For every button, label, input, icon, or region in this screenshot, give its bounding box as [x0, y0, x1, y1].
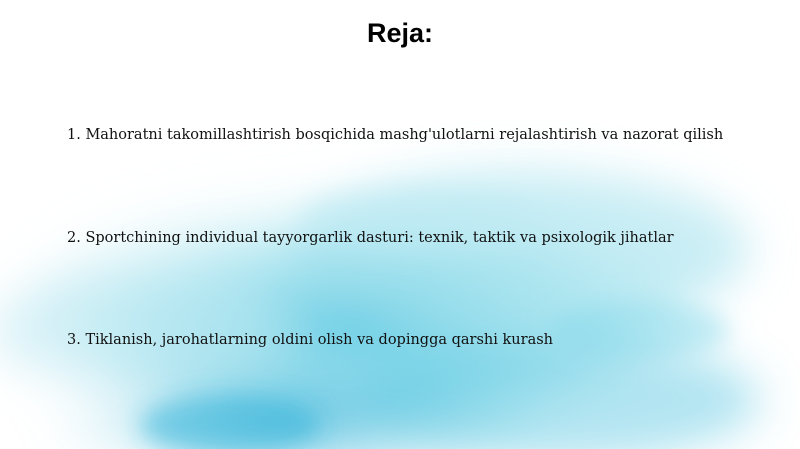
plan-item-1: 1. Mahoratni takomillashtirish bosqichida mashg'ulotlarni rejalashtirish va nazorat qilish	[67, 127, 724, 143]
plan-item-2: 2. Sportchining individual tayyorgarlik dasturi: texnik, taktik va psixologik jihatlar	[67, 230, 674, 246]
slide-title: Reja:	[366, 18, 434, 48]
plan-item-3: 3. Tiklanish, jarohatlarning oldini olish va dopingga qarshi kurash	[67, 332, 553, 348]
